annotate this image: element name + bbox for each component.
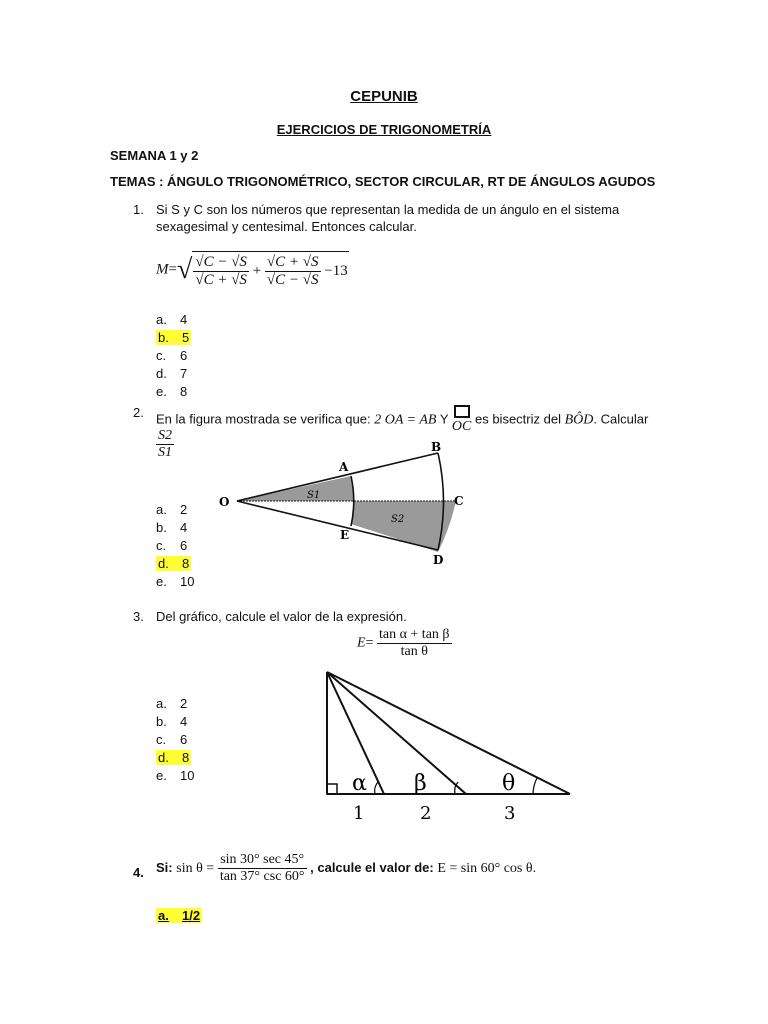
q1-formula-lhs: M <box>156 261 169 278</box>
q1-formula-plus: + <box>252 262 262 279</box>
hypotenuse-2 <box>327 672 466 794</box>
q1-text-line1: Si S y C son los números que representan la medida de un ángulo en el sistema <box>156 202 620 217</box>
q1-option-c[interactable]: c. 6 <box>156 348 188 363</box>
q1-formula-tail: −13 <box>324 262 348 279</box>
q4-frac-num: sin 30° sec 45° <box>218 852 307 869</box>
q1-frac1-num: √C − √S <box>195 254 247 270</box>
q3-triangle-figure <box>315 664 580 826</box>
q4-option-a[interactable]: a. 1/2 <box>158 908 201 923</box>
q4-text-a: Si: <box>156 859 173 875</box>
segment-label-1: 1 <box>353 803 365 824</box>
s2-region <box>351 501 456 552</box>
q2-text <box>156 405 648 435</box>
q2-ratio-num: S2 <box>158 428 172 443</box>
q2-option-a[interactable]: a. 2 <box>156 502 188 517</box>
topics-label: TEMAS : ÁNGULO TRIGONOMÉTRICO, SECTOR CIRCULAR, RT DE ÁNGULOS AGUDOS <box>110 174 656 189</box>
q4-text-b: , calcule el valor de: <box>310 859 434 875</box>
radical-sign-icon: √ <box>176 254 193 285</box>
q2-math-c: BÔD <box>564 412 594 428</box>
q3-option-e[interactable]: e. 10 <box>156 768 195 783</box>
q2-text-d: . Calcular <box>593 411 649 427</box>
q3-text: Del gráfico, calcule el valor de la expresión. <box>156 609 407 624</box>
q3-fraction <box>377 627 452 660</box>
page-title: CEPUNIB <box>350 88 418 105</box>
q2-math-b: OC <box>452 405 471 435</box>
q4-frac-den: tan 37° csc 60° <box>219 869 305 884</box>
q2-sector-figure <box>215 438 475 568</box>
label-c: C <box>454 494 464 508</box>
q2-text-c: es bisectriz del <box>474 411 561 427</box>
q1-option-e[interactable]: e. 8 <box>156 384 188 399</box>
q3-option-b[interactable]: b. 4 <box>156 714 188 729</box>
label-b: B <box>431 440 442 454</box>
q2-ratio-den: S1 <box>158 445 172 460</box>
q4-fraction <box>218 852 307 885</box>
label-s2: S2 <box>391 514 405 525</box>
q2-text-b: Y <box>439 411 449 427</box>
q1-frac2-num: √C + √S <box>266 254 319 270</box>
q3-formula <box>357 627 452 660</box>
q3-option-a[interactable]: a. 2 <box>156 696 188 711</box>
label-s1: S1 <box>307 490 321 501</box>
q2-option-c[interactable]: c. 6 <box>156 538 188 553</box>
segment-label-3: 3 <box>504 803 516 824</box>
arc-theta <box>533 778 537 794</box>
q1-text-line2: sexagesimal y centesimal. Entonces calcular. <box>156 219 417 234</box>
label-a: A <box>339 460 349 474</box>
q2-option-e[interactable]: e. 10 <box>156 574 195 589</box>
q3-option-c[interactable]: c. 6 <box>156 732 188 747</box>
q3-formula-lhs: E <box>357 635 366 651</box>
angle-alpha-label: α <box>352 771 367 796</box>
angle-beta-label: β <box>414 771 427 796</box>
angle-theta-label: θ <box>502 771 516 796</box>
label-e: E <box>340 528 350 542</box>
page-subtitle: EJERCICIOS DE TRIGONOMETRÍA <box>276 122 492 137</box>
q1-formula-eq: = <box>168 261 177 278</box>
arc-box-icon <box>454 405 470 418</box>
q2-math-a: 2 OA = AB <box>374 412 437 428</box>
q1-formula-radicand <box>192 251 348 289</box>
q1-option-d[interactable]: d. 7 <box>156 366 188 381</box>
right-angle-icon <box>327 784 337 794</box>
q1-fraction-1 <box>193 254 249 289</box>
q3-formula-eq: = <box>365 635 374 651</box>
q3-frac-num: tan α + tan β <box>378 627 450 642</box>
q1-frac1-den: √C + √S <box>195 272 247 288</box>
q3-number: 3. <box>133 609 144 624</box>
q2-option-b[interactable]: b. 4 <box>156 520 188 535</box>
q2-text-a: En la figura mostrada se verifica que: <box>156 411 371 427</box>
q4-number: 4. <box>133 865 144 880</box>
q4-text <box>156 852 536 885</box>
q4-math-rhs: E = sin 60° cos θ. <box>437 860 537 876</box>
label-d: D <box>433 553 444 567</box>
label-o: O <box>219 495 230 509</box>
q1-formula <box>156 251 349 289</box>
q2-ratio <box>156 428 174 461</box>
q1-fraction-2 <box>265 254 321 289</box>
q2-option-d[interactable]: d. 8 <box>158 556 190 571</box>
q3-frac-den: tan θ <box>400 644 428 659</box>
q4-math-lhs: sin θ = <box>176 860 215 876</box>
week-label: SEMANA 1 y 2 <box>110 148 199 163</box>
q2-number: 2. <box>133 405 144 420</box>
q3-option-d[interactable]: d. 8 <box>158 750 190 765</box>
segment-label-2: 2 <box>420 803 432 824</box>
q1-option-a[interactable]: a. 4 <box>156 312 188 327</box>
q1-number: 1. <box>133 202 144 217</box>
q1-frac2-den: √C − √S <box>266 272 319 288</box>
q1-option-b[interactable]: b. 5 <box>158 330 190 345</box>
